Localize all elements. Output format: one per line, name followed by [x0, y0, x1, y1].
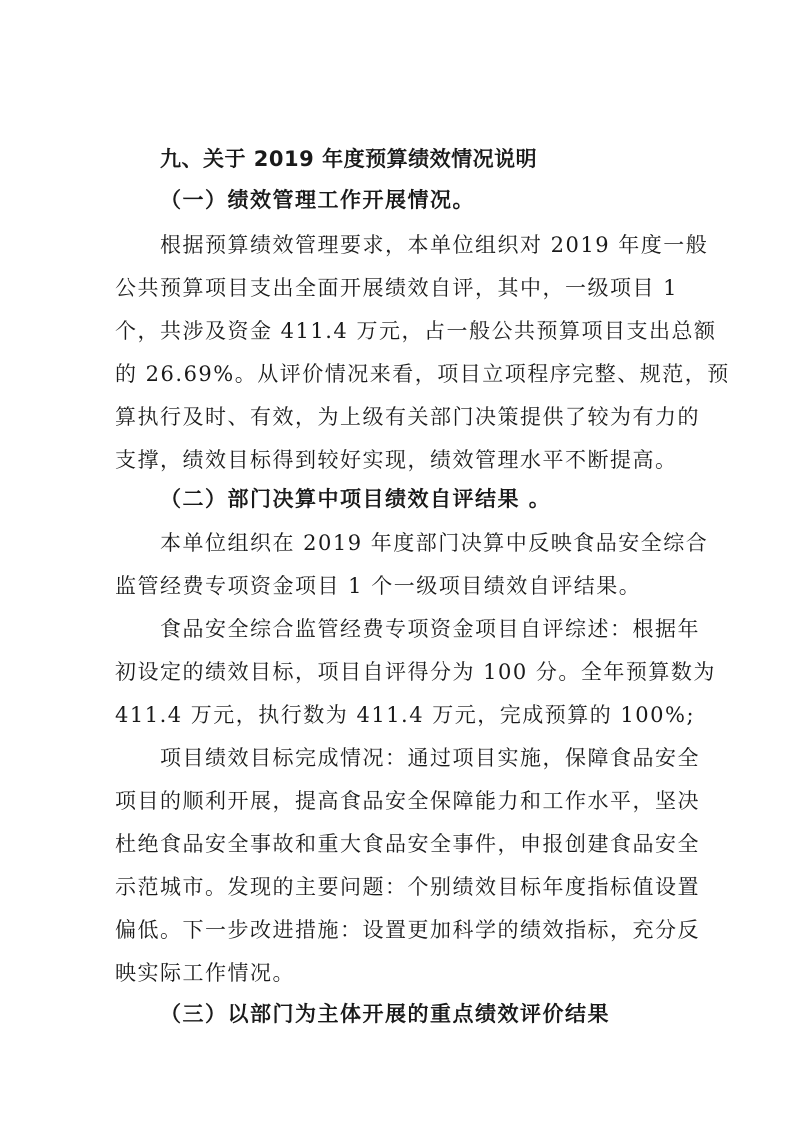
paragraph-line: 杜绝食品安全事故和重大食品安全事件，申报创建食品安全: [115, 832, 700, 856]
subsection-heading-2: （二）部门决算中项目绩效自评结果 。: [160, 486, 552, 511]
paragraph-line: 项目的顺利开展，提高食品安全保障能力和工作水平，坚决: [115, 789, 700, 813]
paragraph-line: 公共预算项目支出全面开展绩效自评，其中，一级项目 1: [115, 276, 679, 300]
paragraph-line: 映实际工作情况。: [115, 961, 295, 985]
paragraph-line: 411.4 万元，执行数为 411.4 万元，完成预算的 100%;: [115, 703, 696, 727]
paragraph-line: 支撑，绩效目标得到较好实现，绩效管理水平不断提高。: [115, 448, 678, 472]
paragraph-line: 食品安全综合监管经费专项资金项目自评综述：根据年: [160, 617, 700, 641]
paragraph-line: 偏低。下一步改进措施：设置更加科学的绩效指标，充分反: [115, 918, 700, 942]
paragraph-line: 监管经费专项资金项目 1 个一级项目绩效自评结果。: [115, 574, 642, 598]
section-title: 九、关于 2019 年度预算绩效情况说明: [160, 147, 538, 171]
paragraph-line: 初设定的绩效目标，项目自评得分为 100 分。全年预算数为: [115, 660, 716, 684]
subsection-heading-1: （一）绩效管理工作开展情况。: [160, 187, 475, 212]
paragraph-line: 的 26.69%。从评价情况来看，项目立项程序完整、规范，预: [115, 362, 730, 386]
paragraph-line: 个，共涉及资金 411.4 万元，占一般公共预算项目支出总额: [115, 319, 717, 343]
paragraph-line: 示范城市。发现的主要问题：个别绩效目标年度指标值设置: [115, 875, 700, 899]
paragraph-line: 算执行及时、有效，为上级有关部门决策提供了较为有力的: [115, 405, 700, 429]
paragraph-line: 项目绩效目标完成情况：通过项目实施，保障食品安全: [160, 746, 700, 770]
subsection-heading-3: （三）以部门为主体开展的重点绩效评价结果: [160, 1001, 610, 1026]
paragraph-line: 根据预算绩效管理要求，本单位组织对 2019 年度一般: [160, 233, 709, 257]
paragraph-line: 本单位组织在 2019 年度部门决算中反映食品安全综合: [160, 531, 709, 555]
